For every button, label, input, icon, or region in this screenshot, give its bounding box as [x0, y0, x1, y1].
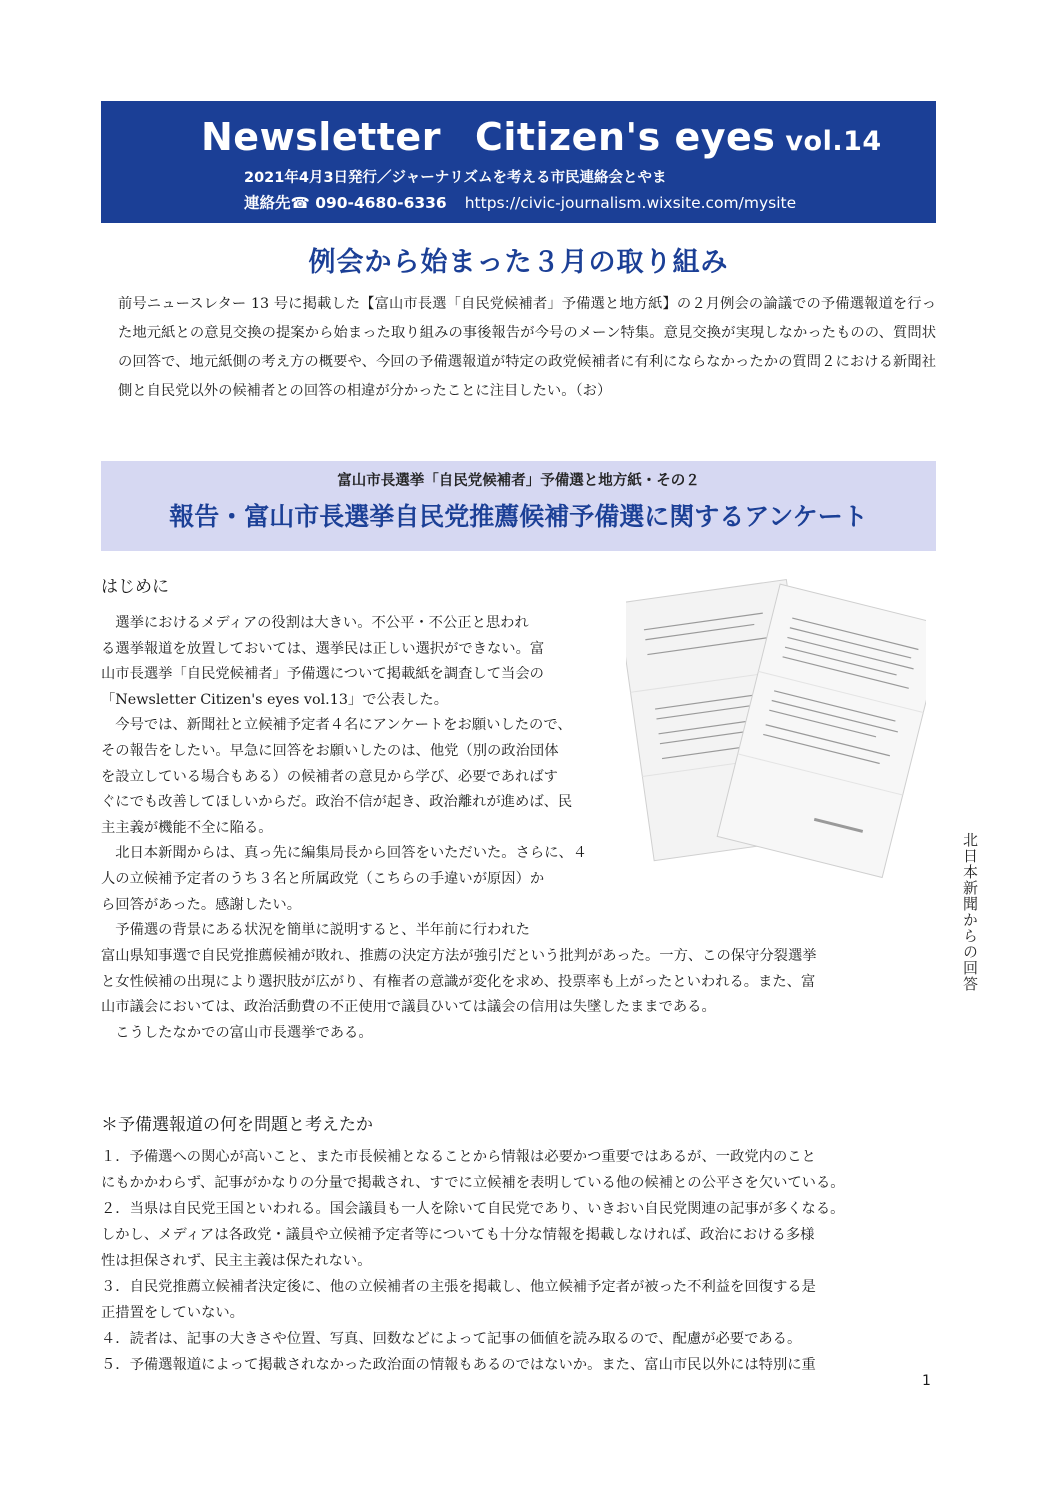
issue-line: 2021年4月3日発行／ジャーナリズムを考える市民連絡会とやま	[244, 170, 667, 186]
website-link[interactable]: https://civic-journalism.wixsite.com/mysite	[464, 194, 797, 212]
list-item: ３．自民党推薦立候補者決定後に、他の立候補者の主張を掲載し、他立候補予定者が被った不利益を回復する是	[101, 1279, 816, 1295]
intro-line: 人の立候補予定者のうち３名と所属政党（こちらの手違いが原因）か	[101, 870, 545, 887]
title-part2: Citizen's eyes	[474, 115, 776, 159]
intro-line: 選挙におけるメディアの役割は大きい。不公平・不公正と思われ	[101, 615, 529, 631]
list-item: 正措置をしていない。	[101, 1305, 244, 1321]
photo-caption: 北日本新聞からの回答	[961, 832, 979, 992]
intro-heading: はじめに	[101, 577, 169, 597]
masthead	[101, 101, 936, 223]
intro-line: 山市長選挙「自民党候補者」予備選について掲載紙を調査して当会の	[101, 666, 544, 683]
intro-line: ら回答があった。感謝したい。	[101, 896, 302, 913]
list-item: 性は担保されず、民主主義は保たれない。	[101, 1253, 372, 1269]
contact-phone: 連絡先☎ 090-4680-6336	[244, 194, 447, 212]
body-line: 富山県知事選で自民党推薦候補が敗れ、推薦の決定方法が強引だという批判があった。一方、この保守分裂選挙	[101, 948, 817, 964]
headline-main: 例会から始まった３月の取り組み	[308, 247, 729, 278]
list-item: ２．当県は自民党王国といわれる。国会議員も一人を除いて自民党であり、いきおい自民党関連の記事が多くなる。	[101, 1201, 845, 1217]
volume-label: vol.14	[785, 126, 882, 157]
intro-text	[101, 611, 661, 944]
feature-banner	[101, 461, 936, 551]
intro-line: 予備選の背景にある状況を簡単に説明すると、半年前に行われた	[101, 922, 530, 939]
list-item: １．予備選への関心が高いこと、また市長候補となることから情報は必要かつ重要ではあるが、一政党内のこと	[101, 1149, 816, 1165]
intro-line: る選挙報道を放置しておいては、選挙民は正しい選択ができない。富	[101, 640, 545, 657]
intro-line: 主主義が機能不全に陥る。	[101, 819, 273, 836]
list-item: ５．予備選報道によって掲載されなかった政治面の情報もあるのではないか。また、富山市民以外には特別に重	[101, 1357, 816, 1373]
list-item: しかし、メディアは各政党・議員や立候補予定者等についても十分な情報を掲載しなければ、政治における多様	[101, 1227, 815, 1243]
intro-line: ぐにでも改善してほしいからだ。政治不信が起き、政治離れが進めば、民	[101, 794, 573, 811]
intro-line: 「Newsletter Citizen's eyes vol.13」で公表した。	[101, 691, 448, 708]
list-item: にもかかわらず、記事がかなりの分量で掲載され、すでに立候補を表明している他の候補との公平さを欠いている。	[101, 1175, 845, 1191]
page-number: 1	[922, 1373, 931, 1389]
body-line: こうしたなかでの富山市長選挙である。	[101, 1024, 373, 1041]
intro-line: 今号では、新聞社と立候補予定者４名にアンケートをお願いしたので、	[101, 717, 572, 734]
feature-subtitle: 富山市長選挙「自民党候補者」予備選と地方紙・その２	[337, 473, 700, 489]
intro-line: 北日本新聞からは、真っ先に編集局長から回答をいただいた。さらに、４	[101, 845, 588, 862]
contact-line	[244, 191, 796, 213]
title-part1: Newsletter	[201, 115, 441, 159]
feature-title: 報告・富山市長選挙自民党推薦候補予備選に関するアンケート	[169, 502, 868, 531]
issue-list	[101, 1144, 936, 1378]
intro-line: その報告をしたい。早急に回答をお願いしたのは、他党（別の政治団体	[101, 742, 559, 759]
body-line: 山市議会においては、政治活動費の不正使用で議員ひいては議会の信用は失墜したままである。	[101, 999, 716, 1016]
intro-line: を設立している場合もある）の候補者の意見から学び、必要であればす	[101, 768, 558, 785]
lead-paragraph: 前号ニュースレター 13 号に掲載した【富山市長選「自民党候補者」予備選と地方紙】の２月例会の論議での予備選報道を行った地元紙との意見交換の提案から始まった取り組みの事後報告が今号のメーン特集。意見交換が実現しなかったものの、質問状の回答で、地元紙側の考え方の概要や、今回の予備選報道が特定の政党候補者に有利にならなかったかの質問２における新聞社側と自民党以外の候補者との回答の相違が分かったことに注目したい。（お）	[118, 296, 936, 399]
response-letters-photo	[626, 562, 926, 880]
newsletter-title	[201, 115, 882, 159]
body-line: と女性候補の出現により選択肢が広がり、有権者の意識が変化を求め、投票率も上がったといわれる。また、富	[101, 973, 816, 990]
list-item: ４．読者は、記事の大きさや位置、写真、回数などによって記事の価値を読み取るので、配慮が必要である。	[101, 1331, 802, 1347]
section2-heading: ＊予備選報道の何を問題と考えたか	[101, 1115, 373, 1135]
background-text	[101, 944, 936, 1046]
